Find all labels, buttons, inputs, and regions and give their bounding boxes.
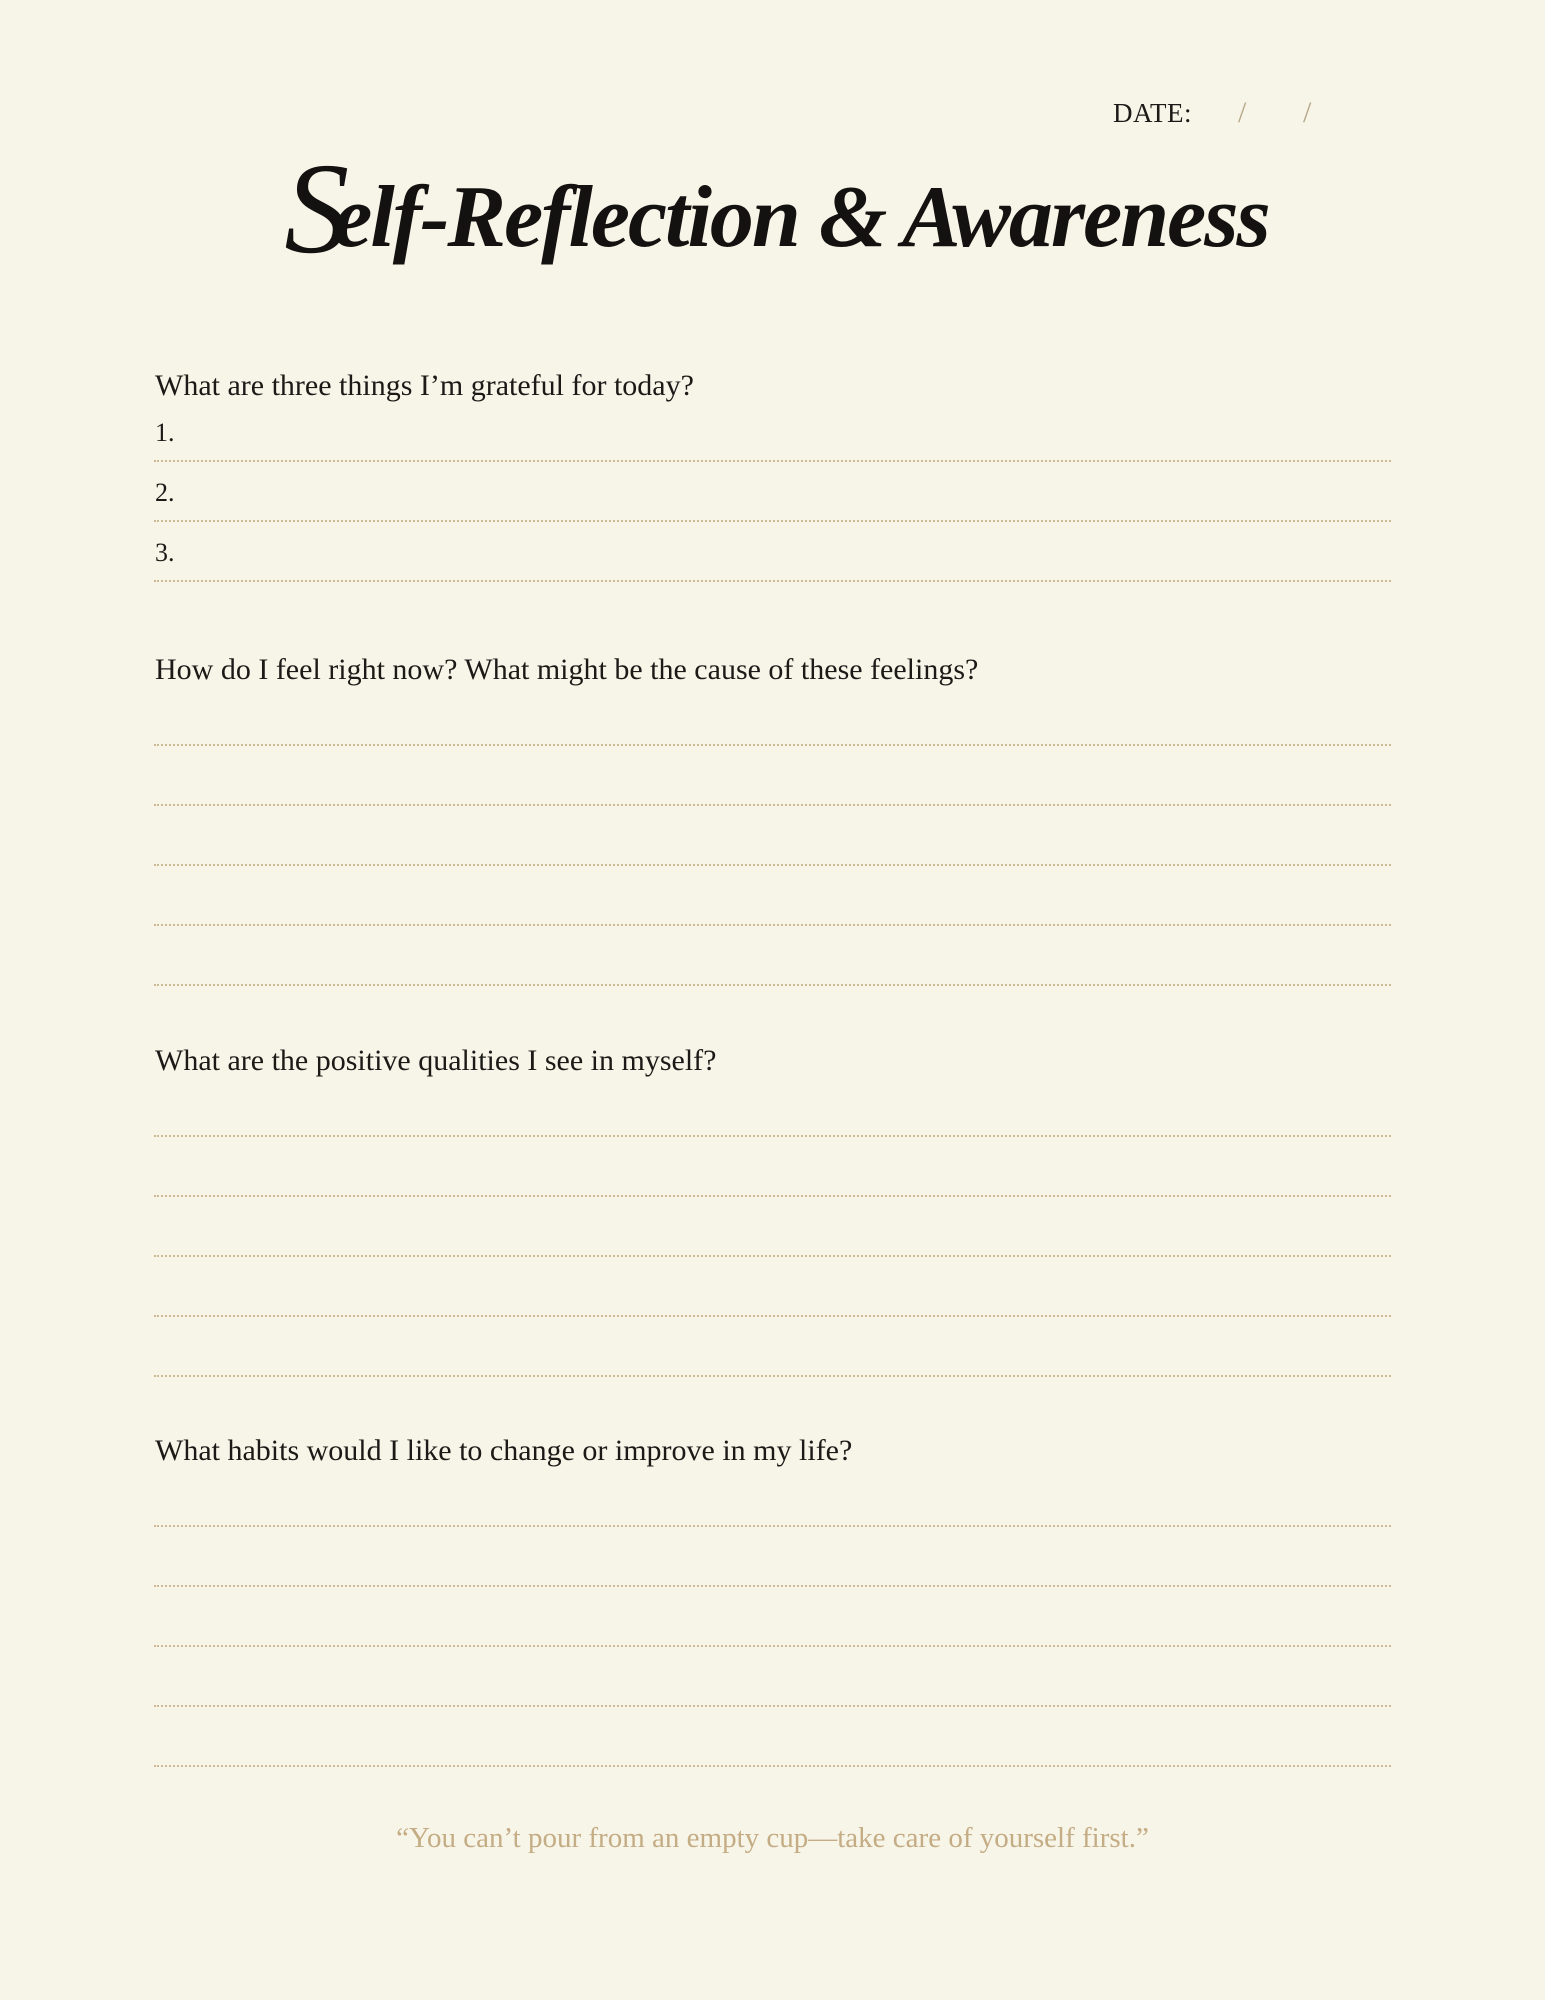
list-number-2: 2.	[155, 478, 175, 507]
question-gratitude: What are three things I’m grateful for today?	[155, 369, 694, 402]
date-label: DATE:	[1113, 98, 1192, 128]
footer-quote: “You can’t pour from an empty cup—take care of yourself first.”	[396, 1822, 1149, 1854]
writing-line[interactable]	[154, 804, 1391, 806]
writing-line[interactable]	[154, 520, 1391, 522]
date-year-field[interactable]	[1318, 96, 1378, 130]
writing-line[interactable]	[154, 1135, 1391, 1137]
writing-line[interactable]	[154, 1765, 1391, 1767]
writing-line[interactable]	[154, 924, 1391, 926]
writing-line[interactable]	[154, 1705, 1391, 1707]
list-number-1: 1.	[155, 418, 175, 447]
page-title	[0, 137, 1545, 281]
date-separator-1: /	[1238, 96, 1247, 129]
question-positive-qualities: What are the positive qualities I see in myself?	[155, 1044, 717, 1077]
writing-line[interactable]	[154, 460, 1391, 462]
writing-line[interactable]	[154, 1255, 1391, 1257]
list-number-3: 3.	[155, 538, 175, 567]
question-habits: What habits would I like to change or improve in my life?	[155, 1434, 853, 1467]
date-day-field[interactable]	[1255, 96, 1300, 130]
writing-line[interactable]	[154, 984, 1391, 986]
date-separator-2: /	[1303, 96, 1312, 129]
question-feelings: How do I feel right now? What might be the cause of these feelings?	[155, 653, 979, 686]
writing-line[interactable]	[154, 1315, 1391, 1317]
writing-line[interactable]	[154, 1585, 1391, 1587]
writing-line[interactable]	[154, 1645, 1391, 1647]
title-initial: S	[284, 137, 348, 281]
writing-line[interactable]	[154, 1525, 1391, 1527]
writing-line[interactable]	[154, 1195, 1391, 1197]
writing-line[interactable]	[154, 744, 1391, 746]
writing-line[interactable]	[154, 580, 1391, 582]
writing-line[interactable]	[154, 864, 1391, 866]
title-rest: elf-Reflection & Awareness	[333, 169, 1269, 266]
writing-line[interactable]	[154, 1375, 1391, 1377]
date-month-field[interactable]	[1205, 96, 1250, 130]
